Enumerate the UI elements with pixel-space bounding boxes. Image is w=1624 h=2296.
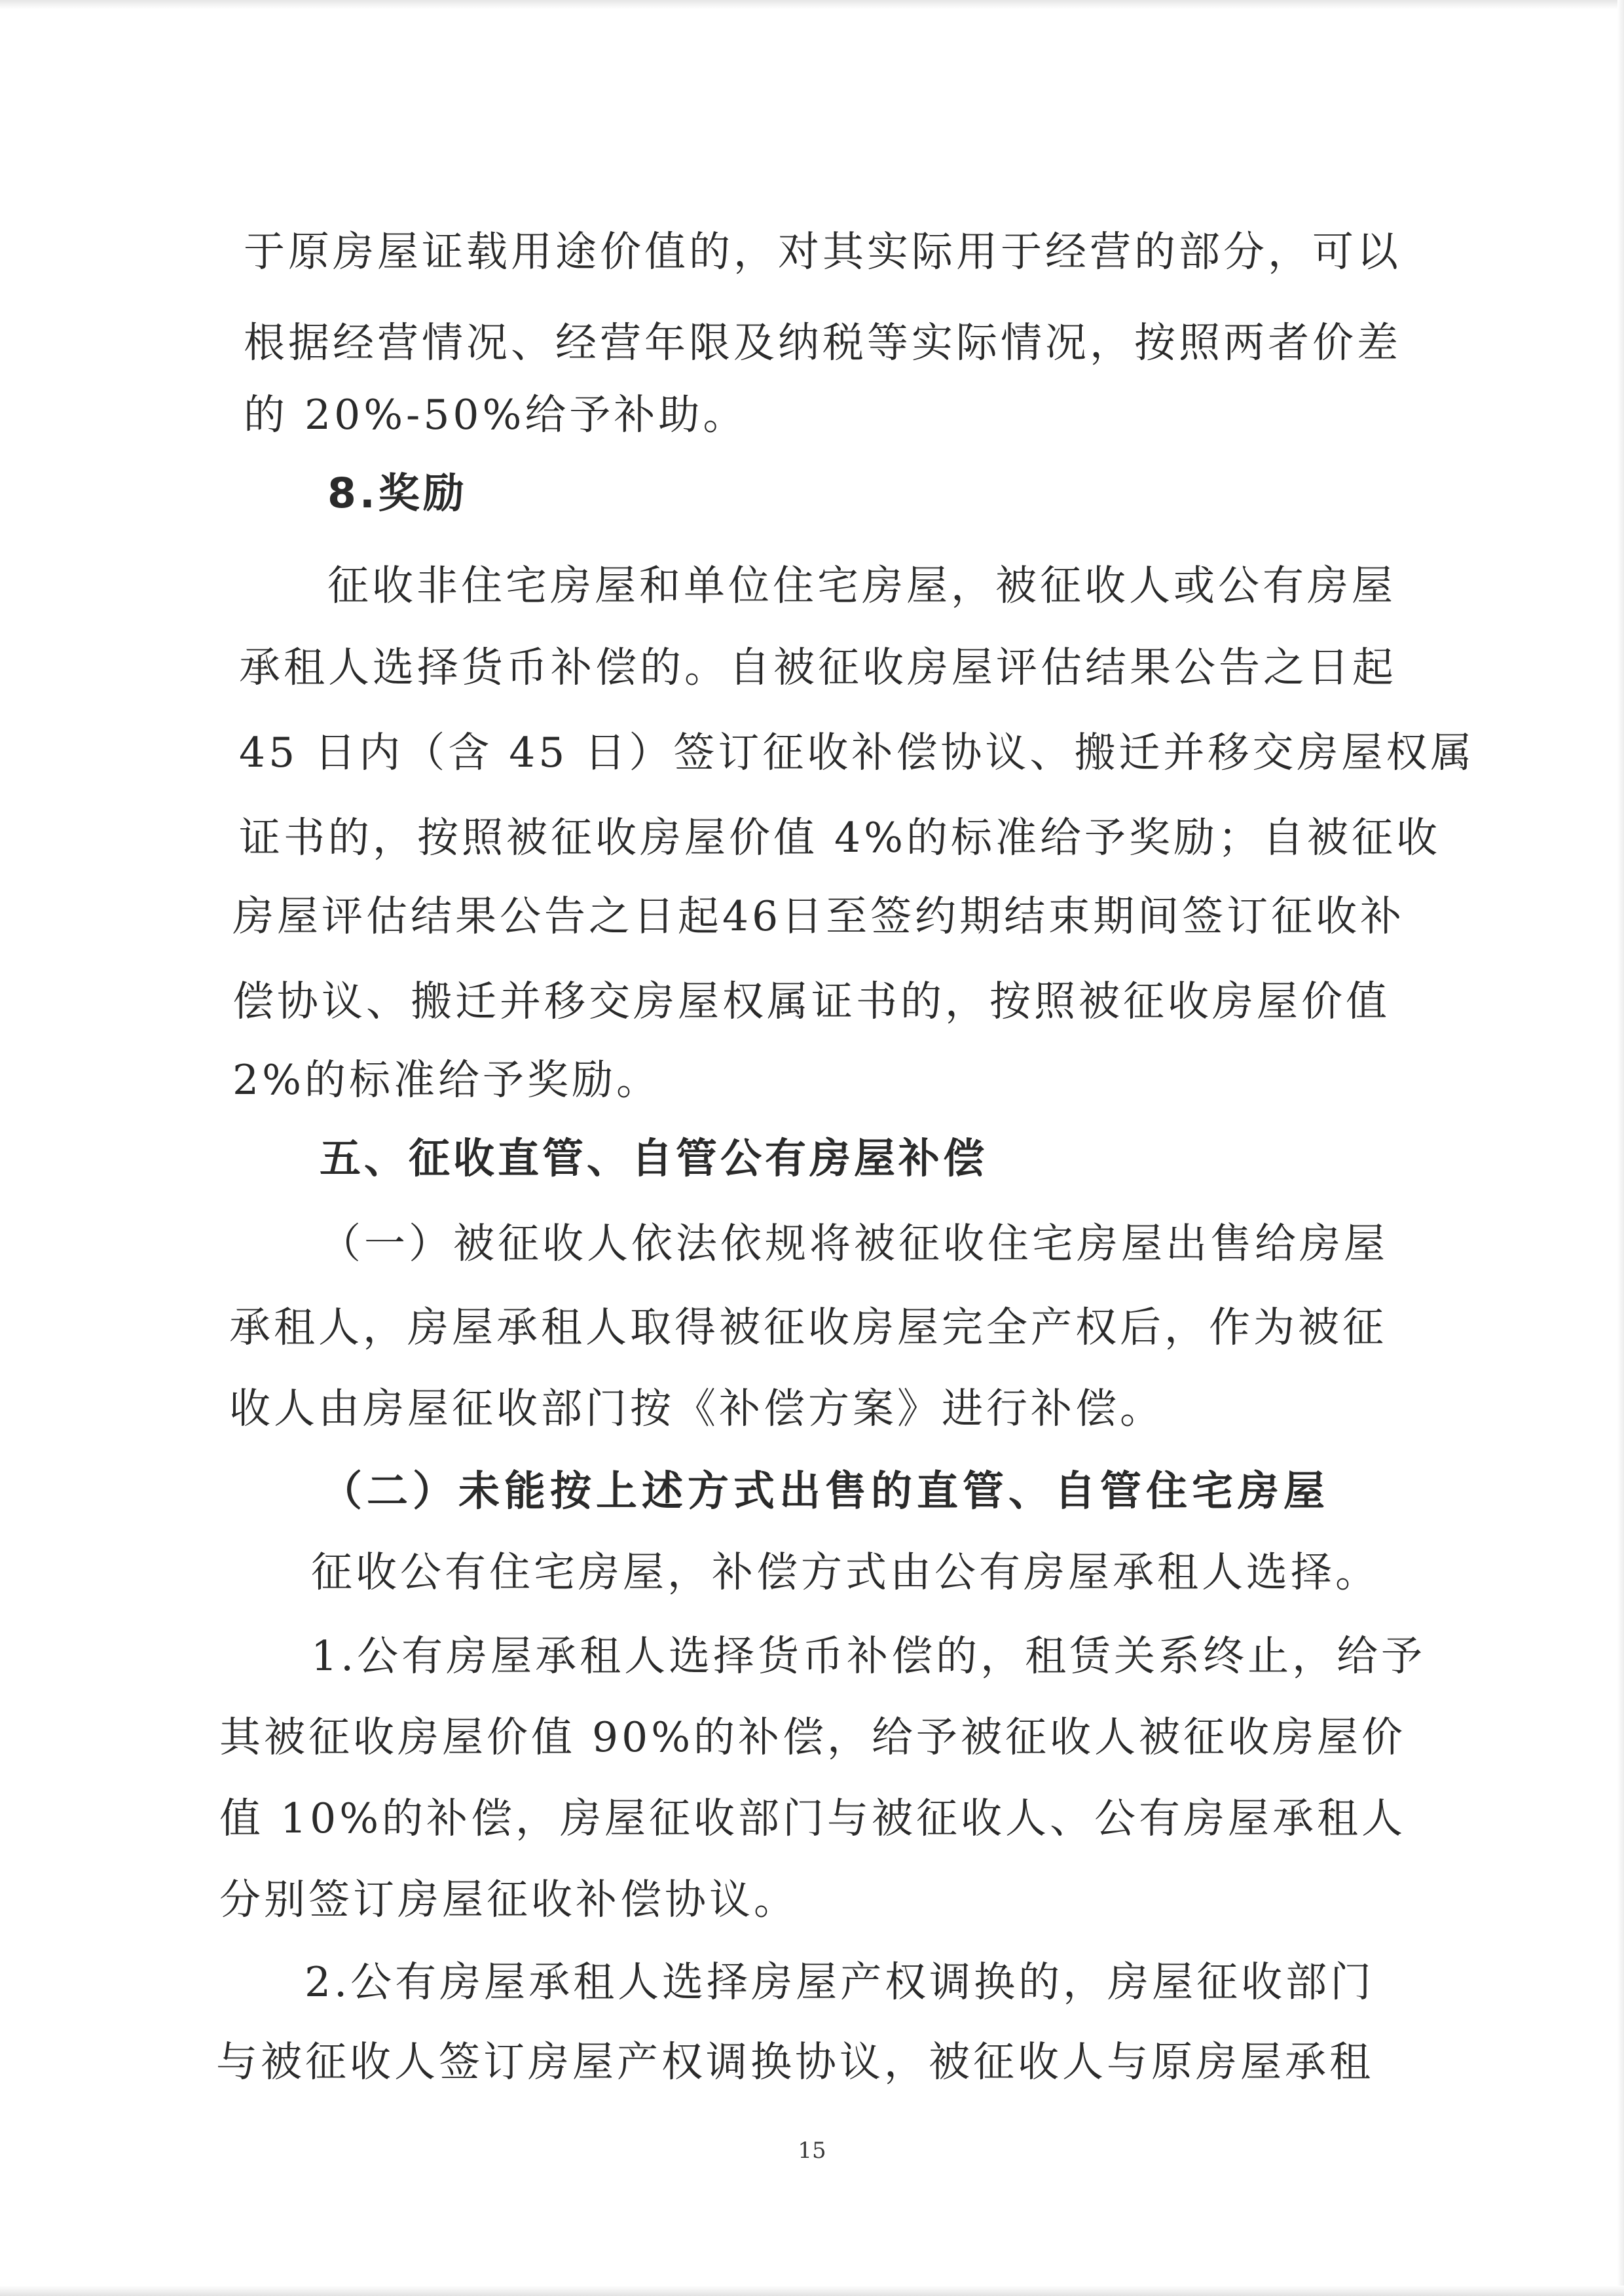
section-heading: 8.奖励 — [327, 469, 468, 517]
paragraph-line: 2%的标准给予奖励。 — [232, 1056, 661, 1104]
paragraph-line: 征收公有住宅房屋，补偿方式由公有房屋承租人选择。 — [311, 1548, 1380, 1596]
paragraph-line: 根据经营情况、经营年限及纳税等实际情况，按照两者价差 — [244, 319, 1401, 367]
paragraph-line: 其被征收房屋价值 90%的补偿，给予被征收人被征收房屋价 — [219, 1713, 1407, 1761]
section-heading: 五、征收直管、自管公有房屋补偿 — [320, 1135, 987, 1182]
paragraph-line: 承租人，房屋承租人取得被征收房屋完全产权后，作为被征 — [229, 1303, 1387, 1351]
paragraph-line: 承租人选择货币补偿的。自被征收房屋评估结果公告之日起 — [239, 644, 1397, 691]
paragraph-line: 分别签订房屋征收补偿协议。 — [219, 1876, 798, 1923]
paragraph-line: 于原房屋证载用途价值的，对其实际用于经营的部分，可以 — [244, 228, 1401, 276]
paragraph-line: 收人由房屋征收部门按《补偿方案》进行补偿。 — [229, 1385, 1164, 1432]
page-number: 15 — [798, 2138, 826, 2164]
paragraph-line: 房屋评估结果公告之日起46日至签约期结束期间签订征收补 — [232, 892, 1405, 940]
paragraph-line: 1.公有房屋承租人选择货币补偿的，租赁关系终止，给予 — [311, 1632, 1426, 1680]
paragraph-line: 与被征收人签订房屋产权调换协议，被征收人与原房屋承租 — [216, 2038, 1374, 2086]
paragraph-line: （一）被征收人依法依规将被征收住宅房屋出售给房屋 — [320, 1220, 1388, 1267]
paragraph-line: 45 日内（含 45 日）签订征收补偿协议、搬迁并移交房屋权属 — [239, 729, 1475, 776]
subsection-heading: （二）未能按上述方式出售的直管、自管住宅房屋 — [321, 1467, 1329, 1515]
paragraph-line: 2.公有房屋承租人选择房屋产权调换的，房屋征收部门 — [304, 1958, 1375, 2006]
paragraph-line: 偿协议、搬迁并移交房屋权属证书的，按照被征收房屋价值 — [232, 977, 1390, 1025]
paragraph-line: 的 20%-50%给予补助。 — [244, 391, 748, 439]
paragraph-line: 值 10%的补偿，房屋征收部门与被征收人、公有房屋承租人 — [219, 1795, 1407, 1842]
paragraph-line: 征收非住宅房屋和单位住宅房屋，被征收人或公有房屋 — [327, 562, 1396, 610]
paragraph-line: 证书的，按照被征收房屋价值 4%的标准给予奖励；自被征收 — [239, 814, 1441, 862]
